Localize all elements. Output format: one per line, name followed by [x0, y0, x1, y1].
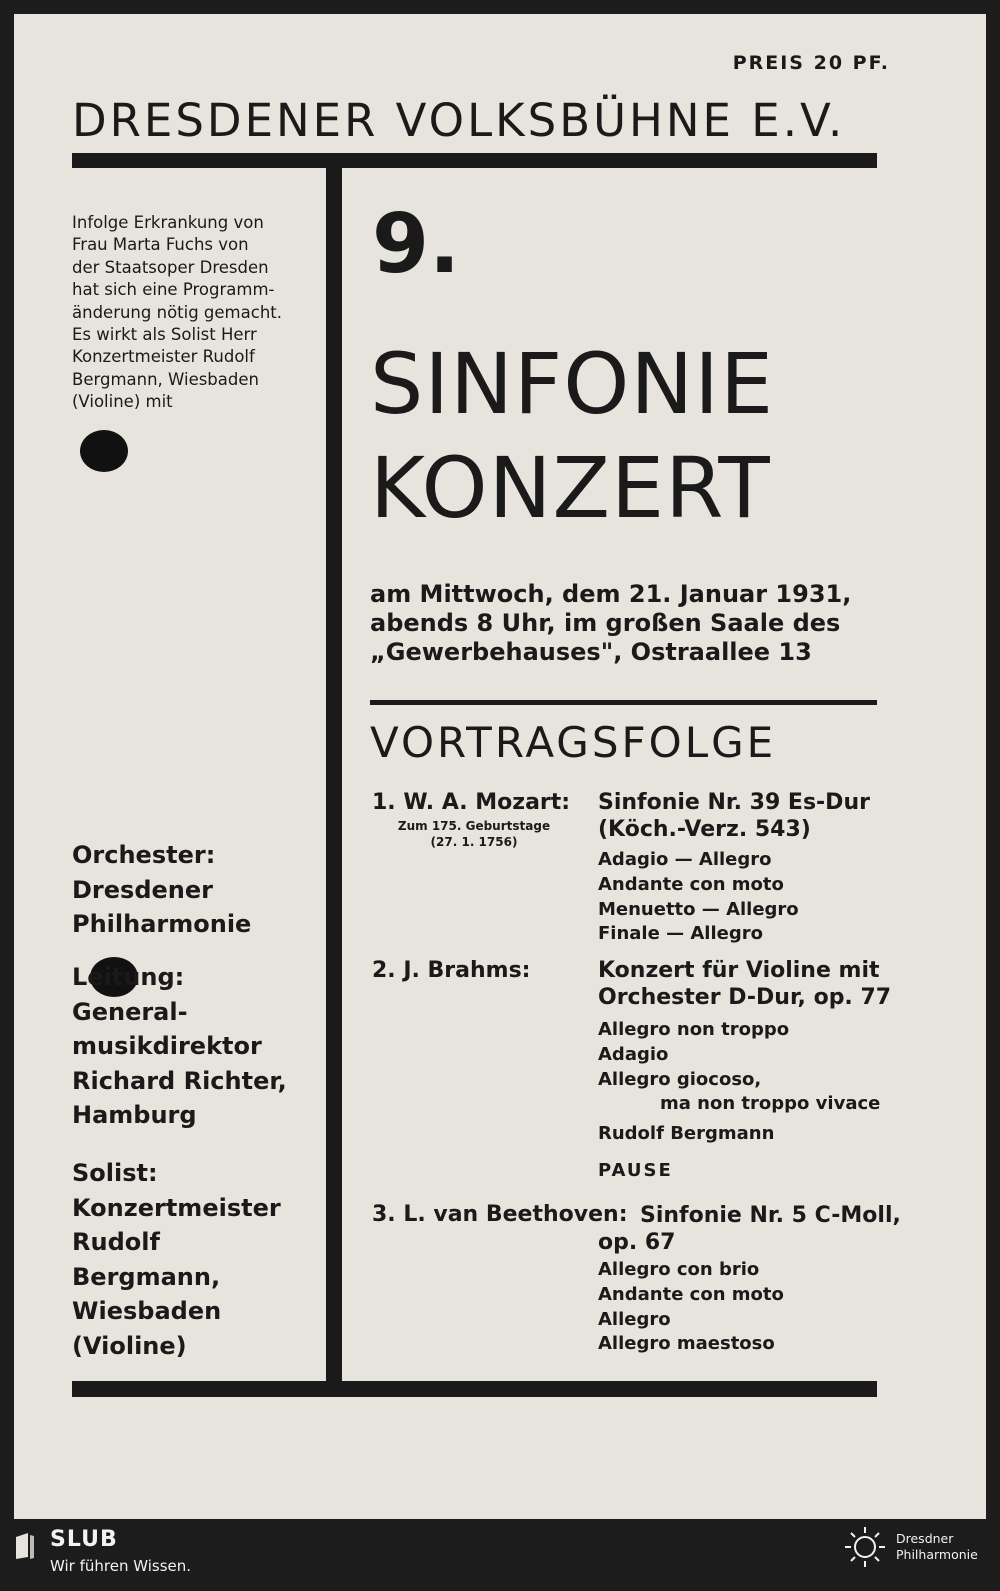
mozart-movements [598, 848, 799, 947]
soloist-line: Bergmann, [72, 1262, 221, 1291]
movement: Andante con moto [598, 873, 784, 895]
leading-line: Richard Richter, [72, 1066, 287, 1095]
slub-tagline: Wir führen Wissen. [50, 1557, 192, 1575]
movement: Menuetto — Allegro [598, 898, 799, 920]
middle-rule [370, 700, 877, 705]
beethoven-movements [598, 1258, 784, 1357]
vertical-rule [326, 168, 342, 1381]
philharmonie-logo-icon [844, 1523, 886, 1571]
beethoven-work [598, 1202, 901, 1256]
orchestra-credit [72, 838, 251, 942]
mozart-anniversary-note [394, 818, 554, 850]
notice-line: änderung nötig gemacht. [72, 302, 282, 322]
concert-title [370, 332, 774, 540]
soloist-credit [72, 1156, 281, 1363]
slub-logo-icon [14, 1531, 36, 1561]
composer-brahms: 2. J. Brahms: [372, 958, 531, 983]
notice-line: der Staatsoper Dresden [72, 257, 269, 277]
orchestra-line: Philharmonie [72, 910, 252, 938]
brahms-movements [598, 1018, 880, 1117]
note-line: (27. 1. 1756) [430, 835, 518, 849]
movement: Allegro giocoso, [598, 1068, 762, 1090]
movement: Allegro non troppo [598, 1019, 790, 1040]
soloist-label: Solist: [72, 1159, 158, 1187]
top-rule [72, 153, 877, 168]
leading-label: Leitung: [72, 963, 185, 991]
movement: Adagio — Allegro [598, 849, 772, 870]
work-line: Sinfonie Nr. 39 Es-Dur [598, 790, 870, 815]
work-line: Orchester D-Dur, op. 77 [598, 985, 892, 1010]
leading-line: Hamburg [72, 1101, 197, 1129]
movement: Andante con moto [598, 1283, 784, 1305]
movement: ma non troppo vivace [660, 1093, 881, 1115]
note-line: Zum 175. Geburtstage [397, 819, 551, 833]
footer-bar [0, 1519, 1000, 1591]
work-line: op. 67 [598, 1230, 676, 1255]
work-line: (Köch.-Verz. 543) [598, 817, 811, 842]
notice-line: hat sich eine Programm- [72, 280, 275, 300]
orchestra-line: Dresdener [72, 875, 213, 904]
soloist-line: Rudolf [72, 1228, 160, 1256]
movement: Finale — Allegro [598, 923, 763, 945]
punch-hole [80, 430, 128, 472]
notice-line: (Violine) mit [72, 392, 173, 412]
notice-line: Bergmann, Wiesbaden [72, 369, 259, 389]
concert-title-line1: SINFONIE [370, 335, 775, 433]
movement: Allegro con brio [598, 1259, 760, 1280]
intermission-label: PAUSE [598, 1160, 673, 1181]
soloist-line: Wiesbaden [72, 1297, 222, 1325]
concert-date-venue [370, 580, 851, 667]
organization-title: DRESDENER VOLKSBÜHNE E.V. [72, 94, 846, 147]
venue-line: „Gewerbehauses", Ostraallee 13 [370, 638, 812, 666]
bottom-rule [72, 1381, 877, 1397]
orchestra-label: Orchester: [72, 841, 216, 869]
work-line: Sinfonie Nr. 5 C-Moll, [640, 1203, 901, 1228]
philharmonie-line2: Philharmonie [896, 1547, 978, 1562]
composer-mozart: 1. W. A. Mozart: [372, 790, 571, 815]
slub-logo-text: SLUB [50, 1527, 118, 1552]
movement: Allegro [598, 1308, 671, 1330]
composer-beethoven: 3. L. van Beethoven: [372, 1202, 628, 1227]
notice-line: Es wirkt als Solist Herr [72, 325, 257, 345]
notice-line: Infolge Erkrankung von [72, 213, 264, 232]
movement: Allegro maestoso [598, 1333, 775, 1355]
movement: Adagio [598, 1043, 669, 1065]
program-heading: VORTRAGSFOLGE [370, 718, 777, 767]
concert-number: 9. [372, 197, 461, 292]
soloist-line: Konzertmeister [72, 1193, 281, 1222]
philharmonie-line1: Dresdner [896, 1531, 954, 1546]
notice-line: Konzertmeister Rudolf [72, 347, 255, 367]
brahms-performer: Rudolf Bergmann [598, 1123, 775, 1144]
leading-line: General- [72, 997, 188, 1026]
program-change-notice [72, 212, 308, 414]
notice-line: Frau Marta Fuchs von [72, 235, 249, 255]
work-line: Konzert für Violine mit [598, 958, 880, 983]
leading-line: musikdirektor [72, 1032, 262, 1060]
mozart-work [598, 789, 870, 843]
concert-title-line2: KONZERT [370, 439, 771, 537]
philharmonie-logo-text [896, 1531, 978, 1563]
soloist-line: (Violine) [72, 1331, 187, 1360]
date-line: am Mittwoch, dem 21. Januar 1931, [370, 580, 852, 608]
time-line: abends 8 Uhr, im großen Saale des [370, 609, 841, 637]
conductor-credit [72, 960, 287, 1133]
price-label: PREIS 20 PF. [732, 52, 890, 74]
concert-program-sheet [14, 14, 986, 1519]
brahms-work [598, 957, 891, 1011]
